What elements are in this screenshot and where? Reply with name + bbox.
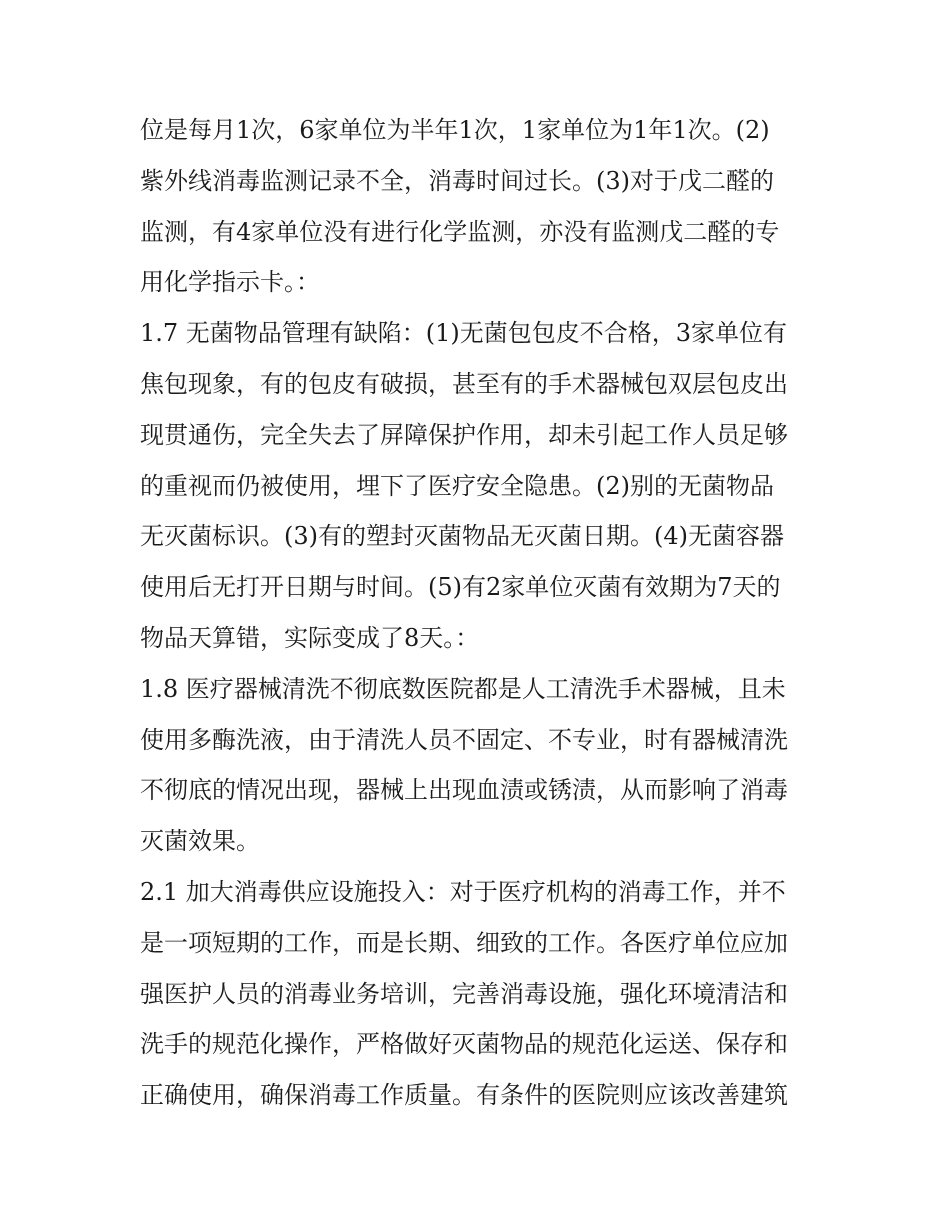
text-line: 2.1 加大消毒供应设施投入：对于医疗机构的消毒工作，并不 [140, 877, 786, 906]
text-line: 焦包现象，有的包皮有破损，甚至有的手术器械包双层包皮出 [140, 369, 788, 398]
text-line: 物品天算错，实际变成了8天。： [140, 623, 480, 652]
text-line: 用化学指示卡。： [140, 268, 320, 297]
text-line: 灭菌效果。 [140, 827, 260, 856]
text-line: 现贯通伤，完全失去了屏障保护作用，却未引起工作人员足够 [140, 420, 788, 449]
text-line: 1.8 医疗器械清洗不彻底数医院都是人工清洗手术器械，且未 [140, 674, 786, 703]
text-line: 1.7 无菌物品管理有缺陷：(1)无菌包包皮不合格，3家单位有 [140, 319, 788, 348]
text-line: 位是每月1次，6家单位为半年1次，1家单位为1年1次。(2) [140, 116, 770, 144]
text-line: 强医护人员的消毒业务培训，完善消毒设施，强化环境清洁和 [140, 979, 788, 1008]
text-line: 是一项短期的工作，而是长期、细致的工作。各医疗单位应加 [140, 928, 788, 957]
text-line: 的重视而仍被使用，埋下了医疗安全隐患。(2)别的无菌物品 [140, 471, 774, 500]
text-line: 使用后无打开日期与时间。(5)有2家单位灭菌有效期为7天的 [140, 573, 781, 602]
text-line: 正确使用，确保消毒工作质量。有条件的医院则应该改善建筑 [140, 1081, 788, 1110]
text-line: 无灭菌标识。(3)有的塑封灭菌物品无灭菌日期。(4)无菌容器 [140, 522, 784, 551]
text-line: 监测，有4家单位没有进行化学监测，亦没有监测戊二醛的专 [140, 217, 780, 246]
text-line: 使用多酶洗液，由于清洗人员不固定、不专业，时有器械清洗 [140, 725, 788, 754]
text-line: 不彻底的情况出现，器械上出现血渍或锈渍，从而影响了消毒 [140, 776, 788, 805]
body-text [140, 105, 815, 1121]
text-line: 紫外线消毒监测记录不全，消毒时间过长。(3)对于戊二醛的 [140, 166, 774, 195]
text-line: 洗手的规范化操作，严格做好灭菌物品的规范化运送、保存和 [140, 1030, 788, 1059]
